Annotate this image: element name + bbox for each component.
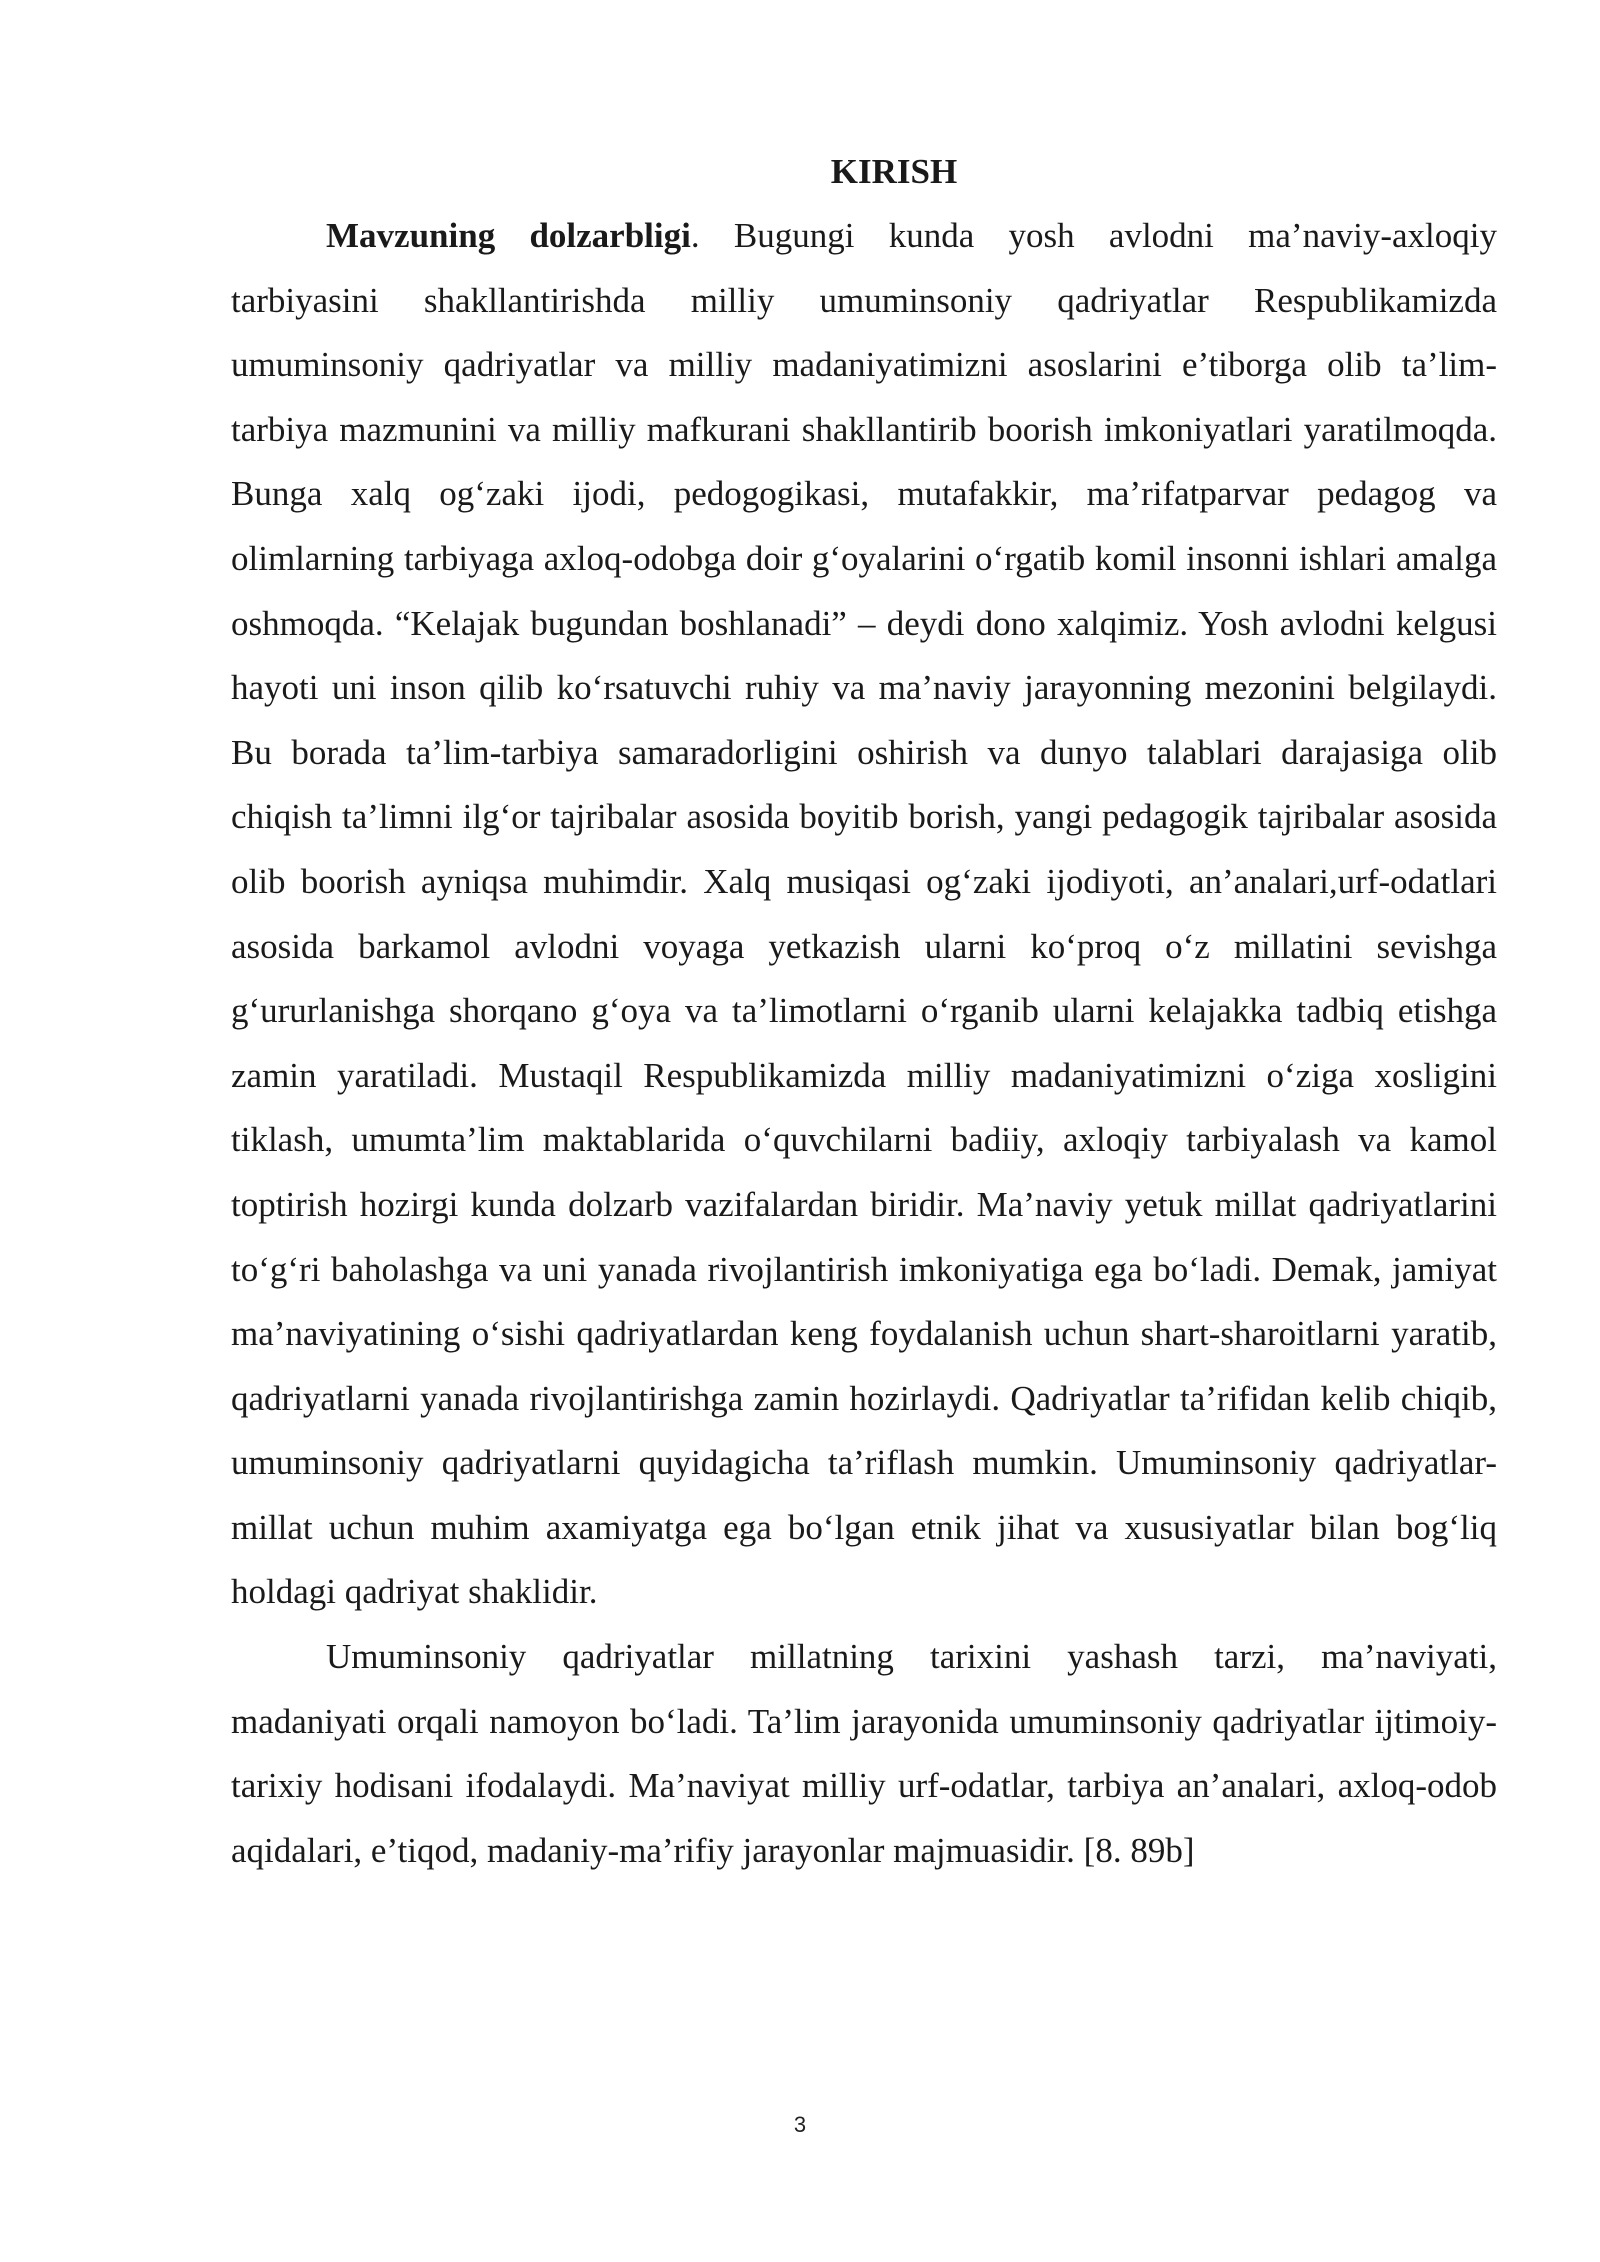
- paragraph-lead: Mavzuning dolzarbligi: [326, 216, 691, 255]
- paragraph-universal-values: Umuminsoniy qadriyatlar millatning tarixini yashash tarzi, ma’naviyati, madaniyati orqali namoyon bo‘ladi. Ta’lim jarayonida umuminsoniy qadriyatlar ijtimoiy-tarixiy hodisani ifodalaydi. Ma’naviyat milliy urf-odatlar, tarbiya an’analari, axloq-odob aqidalari, e’tiqod, madaniy-ma’rifiy jarayonlar majmuasidir. [8. 89b]: [231, 1637, 1497, 1870]
- page-heading: KIRISH: [830, 152, 958, 191]
- page-number: 3: [793, 2112, 807, 2137]
- paragraph-body: . Bugungi kunda yosh avlodni ma’naviy-axloqiy tarbiyasini shakllantirishda milliy umuminsoniy qadriyatlar Respublikamizda umuminsoniy qadriyatlar va milliy madaniyatimizni asoslarini e’tiborga olib ta’lim-tarbiya mazmunini va milliy mafkurani shakllantirib boorish imkoniyatlari yaratilmoqda. Bunga xalq og‘zaki ijodi, pedogogikasi, mutafakkir, ma’rifatparvar pedagog va olimlarning tarbiyaga axloq-odobga doir g‘oyalarini o‘rgatib komil insonni ishlari amalga oshmoqda. “Kelajak bugundan boshlanadi” – deydi dono xalqimiz. Yosh avlodni kelgusi hayoti uni inson qilib ko‘rsatuvchi ruhiy va ma’naviy jarayonning mezonini belgilaydi. Bu borada ta’lim-tarbiya samaradorligini oshirish va dunyo talablari darajasiga olib chiqish ta’limni ilg‘or tajribalar asosida boyitib borish, yangi pedagogik tajribalar asosida olib boorish ayniqsa muhimdir. Xalq musiqasi og‘zaki ijodiyoti, an’analari,urf-odatlari asosida barkamol avlodni voyaga yetkazish ularni ko‘proq o‘z millatini sevishga g‘ururlanishga shorqano g‘oya va ta’limotlarni o‘rganib ularni kelajakka tadbiq etishga zamin yaratiladi. Mustaqil Respublikamizda milliy madaniyatimizni o‘ziga xosligini tiklash, umumta’lim maktablarida o‘quvchilarni badiiy, axloqiy tarbiyalash va kamol toptirish hozirgi kunda dolzarb vazifalardan biridir. Ma’naviy yetuk millat qadriyatlarini to‘g‘ri baholashga va uni yanada rivojlantirish imkoniyatiga ega bo‘ladi. Demak, jamiyat ma’naviyatining o‘sishi qadriyatlardan keng foydalanish uchun shart-sharoitlarni yaratib, qadriyatlarni yanada rivojlantirishga zamin hozirlaydi. Qadriyatlar ta’rifidan kelib chiqib, umuminsoniy qadriyatlarni quyidagicha ta’riflash mumkin. Umuminsoniy qadriyatlar-millat uchun muhim axamiyatga ega bo‘lgan etnik jihat va xususiyatlar bilan bog‘liq holdagi qadriyat shaklidir.: [231, 216, 1497, 1612]
- document-page: [231, 140, 1497, 1883]
- paragraph-relevance: [231, 204, 1497, 1625]
